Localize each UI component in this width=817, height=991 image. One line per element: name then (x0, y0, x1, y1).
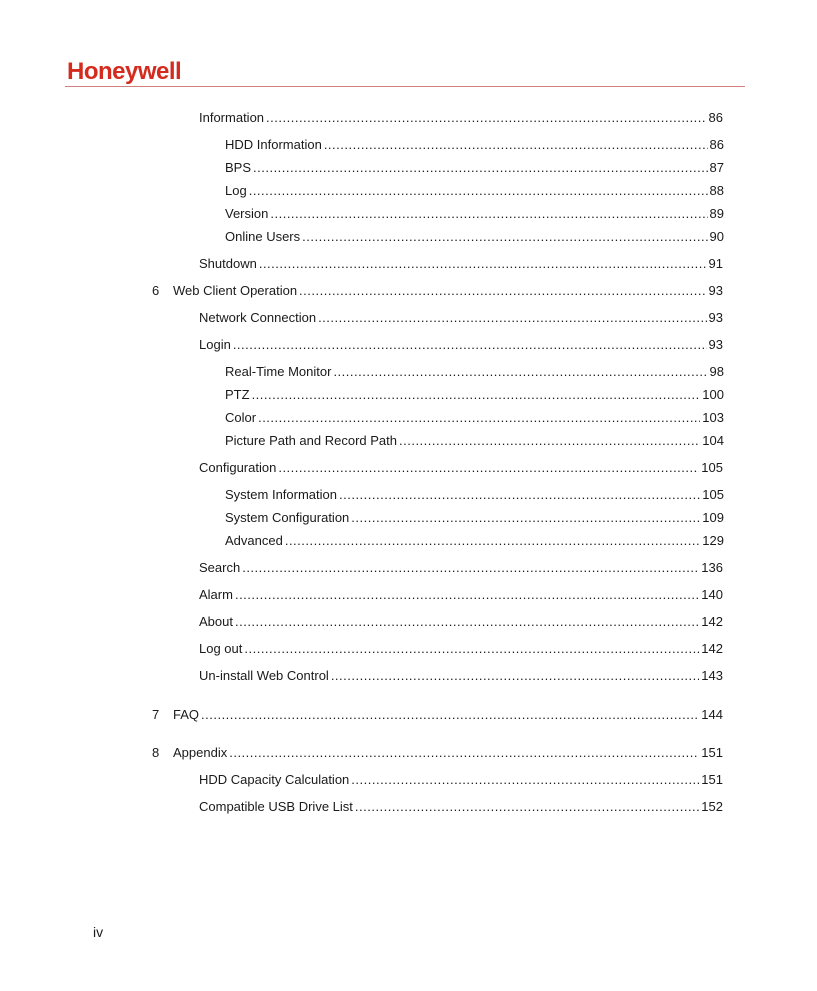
toc-entry-page: 98 (709, 364, 724, 379)
toc-entry-title: Web Client Operation (173, 283, 298, 298)
toc-entry-title: Shutdown (199, 256, 257, 271)
toc-leader-dots (258, 410, 700, 426)
toc-entry-page: 105 (701, 460, 723, 475)
toc-entry[interactable] (199, 668, 723, 684)
toc-leader-dots (235, 614, 699, 630)
toc-entry-page: 129 (702, 533, 724, 548)
toc-entry-page: 109 (702, 510, 724, 525)
toc-leader-dots (351, 772, 699, 788)
toc-entry[interactable] (225, 183, 724, 199)
toc-entry-title: Information (199, 110, 265, 125)
toc-leader-dots (259, 256, 707, 272)
toc-leader-dots (302, 229, 707, 245)
toc-entry-page: 144 (701, 707, 723, 722)
toc-entry[interactable] (225, 487, 724, 503)
toc-entry-page: 105 (702, 487, 724, 502)
toc-leader-dots (399, 433, 700, 449)
toc-leader-dots (270, 206, 707, 222)
toc-entry-page: 104 (702, 433, 724, 448)
toc-leader-dots (324, 137, 708, 153)
toc-entry-title: BPS (225, 160, 252, 175)
toc-entry-title: Search (199, 560, 241, 575)
toc-entry[interactable] (199, 587, 723, 603)
toc-entry[interactable] (225, 533, 724, 549)
toc-entry-page: 93 (708, 337, 723, 352)
toc-entry[interactable] (199, 799, 723, 815)
toc-entry[interactable] (225, 410, 724, 426)
toc-leader-dots (331, 668, 699, 684)
toc-leader-dots (252, 387, 701, 403)
toc-leader-dots (318, 310, 706, 326)
toc-entry-title: FAQ (173, 707, 200, 722)
toc-entry[interactable] (225, 387, 724, 403)
toc-entry-title: System Information (225, 487, 337, 502)
toc-leader-dots (266, 110, 706, 126)
toc-entry[interactable] (199, 256, 723, 272)
toc-entry-title: Version (225, 206, 269, 221)
toc-leader-dots (299, 283, 706, 299)
toc-entry[interactable] (173, 707, 723, 723)
toc-leader-dots (253, 160, 708, 176)
toc-entry-page: 152 (701, 799, 723, 814)
toc-entry-page: 100 (702, 387, 724, 402)
toc-entry-page: 89 (709, 206, 724, 221)
toc-entry-page: 86 (708, 110, 723, 125)
toc-entry[interactable] (225, 137, 724, 153)
toc-entry-page: 142 (701, 641, 723, 656)
toc-entry-title: Picture Path and Record Path (225, 433, 397, 448)
toc-entry-title: Configuration (199, 460, 277, 475)
toc-entry[interactable] (199, 772, 723, 788)
toc-entry-title: Un-install Web Control (199, 668, 329, 683)
toc-entry-page: 93 (708, 283, 723, 298)
toc-entry[interactable] (199, 337, 723, 353)
toc-entry-page: 142 (701, 614, 723, 629)
toc-entry[interactable] (199, 641, 723, 657)
toc-entry[interactable] (225, 160, 724, 176)
toc-entry[interactable] (199, 310, 723, 326)
toc-entry-title: Advanced (225, 533, 283, 548)
toc-entry-title: Login (199, 337, 231, 352)
toc-leader-dots (229, 745, 699, 761)
toc-entry-title: Network Connection (199, 310, 317, 325)
toc-entry-page: 91 (708, 256, 723, 271)
toc-entry-title: Real-Time Monitor (225, 364, 332, 379)
toc-leader-dots (339, 487, 700, 503)
toc-leader-dots (333, 364, 707, 380)
toc-entry[interactable] (199, 460, 723, 476)
toc-entry[interactable] (225, 433, 724, 449)
toc-entry-title: Log (225, 183, 247, 198)
toc-entry-page: 86 (709, 137, 724, 152)
toc-entry-page: 90 (709, 229, 724, 244)
toc-entry-title: System Configuration (225, 510, 350, 525)
toc-entry[interactable] (225, 229, 724, 245)
toc-leader-dots (233, 337, 707, 353)
toc-entry[interactable] (225, 206, 724, 222)
toc-entry[interactable] (199, 110, 723, 126)
toc-leader-dots (278, 460, 699, 476)
toc-entry-page: 103 (702, 410, 724, 425)
toc-chapter-number: 8 (152, 745, 160, 760)
toc-entry-page: 136 (701, 560, 723, 575)
toc-leader-dots (351, 510, 700, 526)
toc-entry[interactable] (225, 510, 724, 526)
toc-entry-title: Color (225, 410, 257, 425)
toc-entry[interactable] (199, 614, 723, 630)
toc-entry[interactable] (225, 364, 724, 380)
toc-entry-title: PTZ (225, 387, 250, 402)
toc-entry-page: 143 (701, 668, 723, 683)
toc-chapter-number: 7 (152, 707, 160, 722)
toc-entry-page: 88 (709, 183, 724, 198)
toc-entry-title: Alarm (199, 587, 233, 602)
toc-entry[interactable] (173, 745, 723, 761)
toc-leader-dots (244, 641, 699, 657)
toc-entry-page: 93 (708, 310, 723, 325)
honeywell-logo: Honeywell (67, 58, 182, 85)
toc-entry-page: 140 (701, 587, 723, 602)
toc-entry[interactable] (173, 283, 723, 299)
toc-entry-title: Online Users (225, 229, 301, 244)
toc-leader-dots (235, 587, 699, 603)
toc-entry-title: Compatible USB Drive List (199, 799, 353, 814)
toc-entry-title: About (199, 614, 233, 629)
toc-chapter-number: 6 (152, 283, 160, 298)
toc-entry-page: 151 (701, 772, 723, 787)
toc-leader-dots (285, 533, 700, 549)
toc-entry-title: Log out (199, 641, 243, 656)
toc-leader-dots (249, 183, 708, 199)
toc-entry-title: HDD Information (225, 137, 322, 152)
toc-entry-page: 151 (701, 745, 723, 760)
toc-leader-dots (242, 560, 699, 576)
toc-entry-page: 87 (709, 160, 724, 175)
toc-leader-dots (201, 707, 699, 723)
toc-leader-dots (355, 799, 699, 815)
toc-entry-title: Appendix (173, 745, 228, 760)
page-number: iv (93, 924, 104, 940)
toc-entry[interactable] (199, 560, 723, 576)
toc-entry-title: HDD Capacity Calculation (199, 772, 350, 787)
